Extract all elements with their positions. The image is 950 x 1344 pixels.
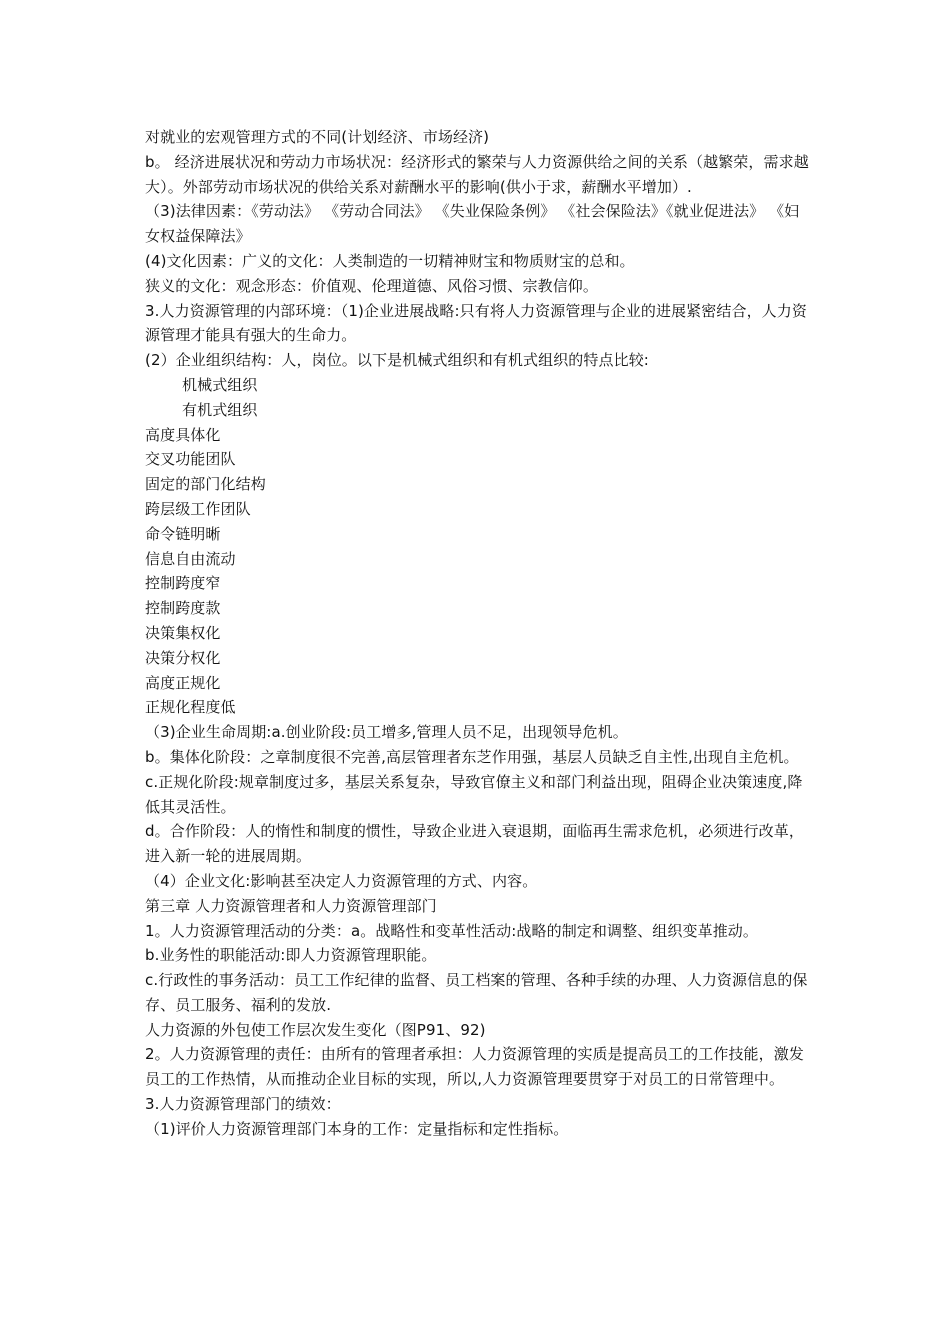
paragraph-corporate-culture: （4）企业文化:影响甚至决定人力资源管理的方式、内容。 (145, 871, 538, 890)
paragraph-lifecycle-a: （3)企业生命周期:a.创业阶段:员工增多,管理人员不足，出现领导危机。 (145, 723, 628, 742)
list-item: 高度具体化 (145, 425, 221, 444)
list-item: 决策集权化 (145, 623, 221, 642)
paragraph-business-functions: b.业务性的职能活动:即人力资源管理职能。 (145, 946, 437, 965)
paragraph-org-structure: (2）企业组织结构：人，岗位。以下是机械式组织和有机式组织的特点比较: (145, 351, 649, 370)
paragraph-macro-employment: 对就业的宏观管理方式的不同(计划经济、市场经济) (145, 128, 490, 146)
paragraph-internal-environment: 3.人力资源管理的内部环境：（1)企业进展战略:只有将人力资源管理与企业的进展紧密结合，人力资源管理才能具有强大的生命力。 (145, 301, 807, 345)
paragraph-lifecycle-b: b。集体化阶段：之章制度很不完善,高层管理者东芝作用强，基层人员缺乏自主性,出现自主危机。 (145, 747, 799, 766)
list-item: 正规化程度低 (145, 698, 236, 717)
document-body (145, 125, 813, 1142)
list-item: 信息自由流动 (145, 549, 236, 568)
paragraph-culture-broad: (4)文化因素：广义的文化：人类制造的一切精神财宝和物质财宝的总和。 (145, 251, 635, 270)
list-item: 控制跨度窄 (145, 574, 221, 593)
paragraph-economic-status: b。 经济进展状况和劳动力市场状况：经济形式的繁荣与人力资源供给之间的关系（越繁荣，需求越大）。外部劳动市场状况的供给关系对薪酬水平的影响(供小于求，薪酬水平增加）. (145, 152, 809, 196)
paragraph-legal-factors: （3)法律因素：《劳动法》 《劳动合同法》 《失业保险条例》 《社会保险法》《就业促进法》 《妇女权益保障法》 (145, 202, 800, 246)
paragraph-lifecycle-d: d。合作阶段：人的惰性和制度的惯性，导致企业进入衰退期，面临再生需求危机，必须进行改革，进入新一轮的进展周期。 (145, 822, 804, 866)
paragraph-hr-performance: 3.人力资源管理部门的绩效： (145, 1095, 341, 1114)
table-header-mechanistic: 机械式组织 (182, 375, 258, 394)
paragraph-lifecycle-c: c.正规化阶段:规章制度过多，基层关系复杂，导致官僚主义和部门利益出现，阻碍企业决策速度,降低其灵活性。 (145, 772, 803, 816)
list-item: 交叉功能团队 (145, 450, 236, 469)
list-item: 高度正规化 (145, 673, 221, 692)
list-item: 固定的部门化结构 (145, 475, 266, 494)
table-header-organic: 有机式组织 (182, 400, 258, 419)
list-item: 跨层级工作团队 (145, 499, 251, 518)
paragraph-admin-activities: c.行政性的事务活动：员工工作纪律的监督、员工档案的管理、各种手续的办理、人力资源信息的保存、员工服务、福利的发放. (145, 971, 808, 1014)
paragraph-culture-narrow: 狭义的文化：观念形态：价值观、伦理道德、风俗习惯、宗教信仰。 (145, 276, 599, 295)
paragraph-hr-responsibility: 2。人力资源管理的责任：由所有的管理者承担：人力资源管理的实质是提高员工的工作技能，激发员工的工作热情，从而推动企业目标的实现，所以,人力资源管理要贯穿于对员工的日常管理中。 (145, 1045, 804, 1089)
paragraph-evaluation: （1)评价人力资源管理部门本身的工作：定量指标和定性指标。 (145, 1119, 569, 1138)
chapter-heading: 第三章 人力资源管理者和人力资源管理部门 (145, 896, 437, 915)
paragraph-outsourcing: 人力资源的外包使工作层次发生变化（图P91、92) (145, 1020, 486, 1039)
list-item: 命令链明晰 (145, 524, 221, 543)
list-item: 决策分权化 (145, 648, 221, 667)
list-item: 控制跨度款 (145, 599, 221, 618)
paragraph-hr-activities: 1。人力资源管理活动的分类：a。战略性和变革性活动:战略的制定和调整、组织变革推动。 (145, 921, 758, 940)
